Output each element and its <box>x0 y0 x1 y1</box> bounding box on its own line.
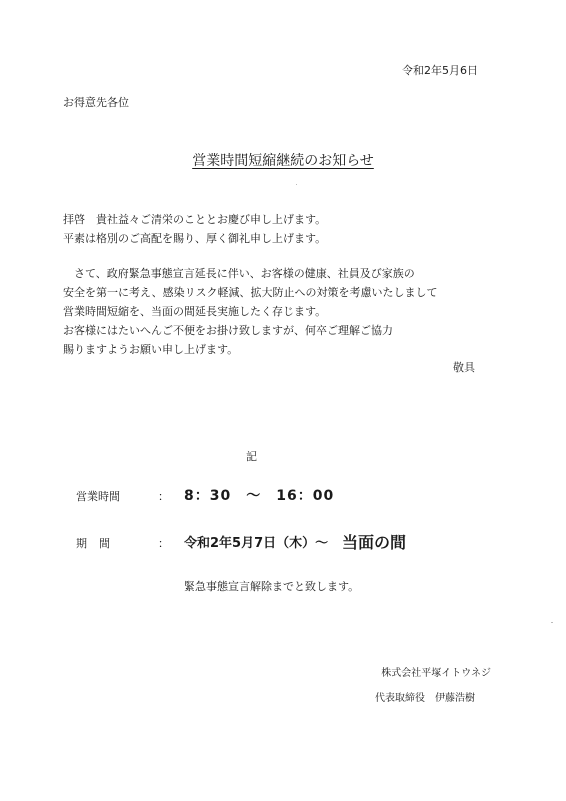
greeting-line: 拝啓 貴社益々ご清栄のこととお慶び申し上げます。 <box>63 213 327 226</box>
period-value: 令和2年5月7日（木）～ <box>184 536 329 551</box>
body-paragraph <box>63 264 437 359</box>
period-note: 緊急事態宣言解除までと致します。 <box>184 580 360 593</box>
hours-colon: ： <box>158 490 169 503</box>
hours-value: 8：30 ～ 16：00 <box>184 488 335 504</box>
recipient: お得意先各位 <box>63 96 129 109</box>
greeting-line: 平素は格別のご高配を賜り、厚く御礼申し上げます。 <box>63 232 327 245</box>
scan-speck <box>551 622 553 623</box>
period-suffix: 当面の間 <box>342 533 407 552</box>
body-line: 安全を第一に考え、感染リスク軽減、拡大防止への対策を考慮いたしまして <box>63 286 438 299</box>
document-title: 営業時間短縮継続のお知らせ <box>192 153 374 169</box>
body-line: 営業時間短縮を、当面の間延長実施したく存じます。 <box>63 305 327 318</box>
body-line: お客様にはたいへんご不便をお掛け致しますが、何卒ご理解ご協力 <box>63 324 393 337</box>
body-line: 賜りますようお願い申し上げます。 <box>63 343 239 356</box>
period-colon: ： <box>158 537 169 550</box>
period-label: 期間 <box>76 537 122 550</box>
company-name: 株式会社平塚イトウネジ <box>381 668 491 679</box>
closing-keigu: 敬具 <box>453 361 475 374</box>
body-line: さて、政府緊急事態宣言延長に伴い、お客様の健康、社員及び家族の <box>63 267 415 280</box>
hours-label: 営業時間 <box>76 490 120 503</box>
greeting-paragraph <box>63 210 326 248</box>
representative-name: 代表取締役 伊藤浩樹 <box>375 693 475 704</box>
document-date: 令和2年5月6日 <box>402 64 478 77</box>
scan-speck <box>296 184 297 185</box>
ki-marker: 記 <box>246 450 257 463</box>
